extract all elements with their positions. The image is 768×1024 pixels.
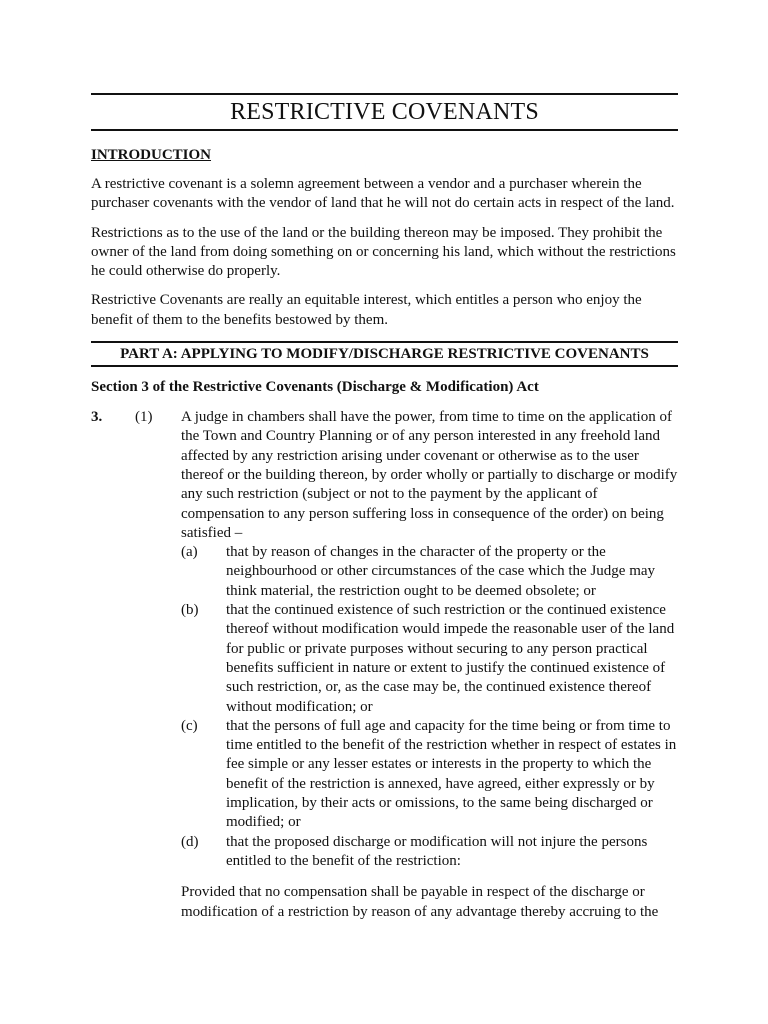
clause-item-b [181,601,678,717]
item-label: (c) [181,717,198,734]
item-text: that by reason of changes in the character of the property or the neighbourhood or other circumstances of the case which the Judge may think material, the restriction ought to be deemed obsolete; or [226,544,656,599]
clause-item-a [181,543,678,601]
intro-paragraph-2: Restrictions as to the use of the land or the building thereon may be imposed. They prohibit the owner of the land from doing something on or concerning his land, which without the restrictions he could otherwise do properly. [91,224,676,280]
clause-item-c [181,717,678,833]
title-block [91,93,678,131]
clause-items [181,543,678,871]
item-text: that the proposed discharge or modification will not injure the persons entitled to the benefit of the restriction: [226,833,648,869]
clause-subsection: (1) [135,409,153,426]
clause-number: 3. [91,409,103,426]
item-label: (b) [181,602,199,619]
introduction-heading: INTRODUCTION [91,147,212,163]
proviso-paragraph: Provided that no compensation shall be payable in respect of the discharge or modification of a restriction by reason of any advantage thereby accruing to the [181,884,659,920]
document-page [91,93,678,922]
clause-3 [91,408,678,543]
document-title: RESTRICTIVE COVENANTS [230,99,539,125]
clause-body: A judge in chambers shall have the power, from time to time on the application of the Town and Country Planning or of any person interested in any freehold land affected by any restriction arising under covenant or otherwise as to the user thereof or the building thereon, by order wholly or partially to discharge or modify any such restriction (subject or not to the payment by the applicant of compensation to any person suffering loss in consequence of the order) on being satisfied – [181,409,678,541]
intro-paragraph-3: Restrictive Covenants are really an equitable interest, which entitles a person who enjoy the benefit of them to the benefits bestowed by them. [91,292,642,328]
part-a-block [91,341,678,367]
item-label: (d) [181,833,199,850]
section-heading: Section 3 of the Restrictive Covenants (Discharge & Modification) Act [91,379,539,396]
item-label: (a) [181,544,198,561]
intro-paragraph-1: A restrictive covenant is a solemn agreement between a vendor and a purchaser wherein the purchaser covenants with the vendor of land that he will not do certain acts in respect of the land. [91,176,675,212]
item-text: that the continued existence of such restriction or the continued existence thereof without modification would impede the reasonable user of the land for public or private purposes without securing to any person practical benefits sufficient in nature or extent to justify the continued existence of such restriction, or, as the case may be, the continued existence thereof without modification; or [226,602,675,715]
item-text: that the persons of full age and capacity for the time being or from time to time entitled to the benefit of the restriction whether in respect of estates in fee simple or any lesser estates or interests in the property to which the benefit of the restriction is annexed, have agreed, either expressly or by implication, by their acts or omissions, to the same being discharged or modified; or [226,717,677,831]
clause-item-d [181,833,678,872]
part-a-title: PART A: APPLYING TO MODIFY/DISCHARGE RESTRICTIVE COVENANTS [120,346,649,363]
